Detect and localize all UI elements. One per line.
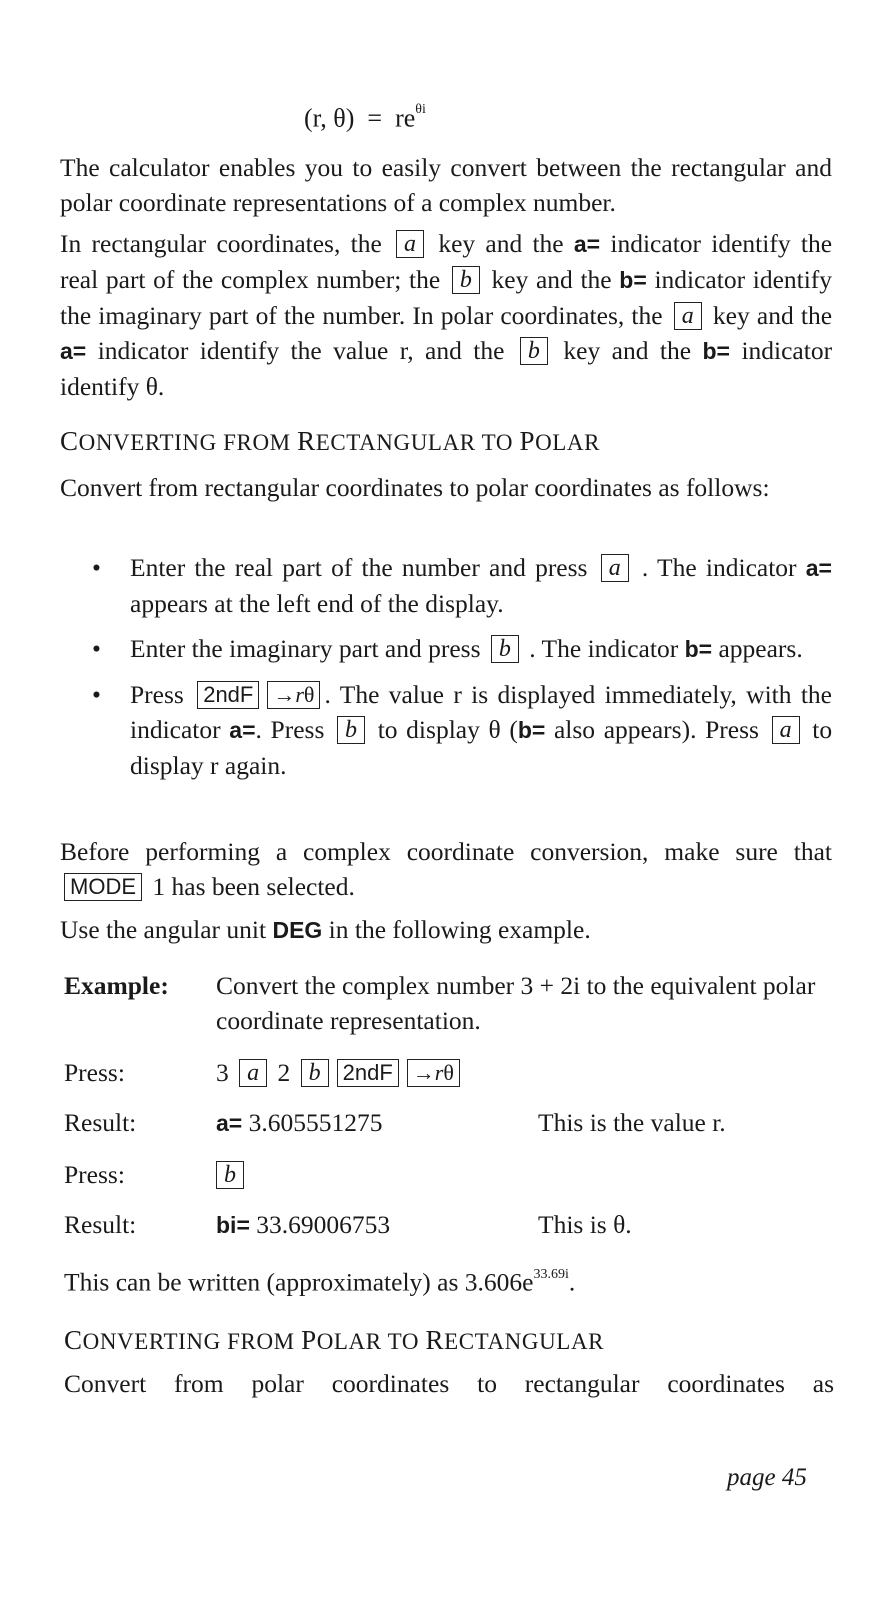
2ndf-key: 2ndF: [197, 681, 259, 709]
a-key: a: [772, 716, 800, 744]
text: key and the: [491, 265, 612, 294]
b-key: b: [520, 337, 548, 365]
b-indicator: b=: [517, 717, 546, 743]
a-indicator: a=: [573, 231, 601, 257]
formula-lhs: (r, θ): [304, 103, 355, 133]
text: Press: [130, 680, 184, 709]
key-theta: θ: [303, 682, 315, 707]
a-indicator: a=: [229, 717, 256, 743]
text: appears.: [718, 634, 803, 663]
heading-text: OLAR: [535, 430, 601, 455]
section2-intro: [64, 1366, 834, 1401]
approx-paragraph: [64, 1260, 836, 1300]
text: This can be written (approximately) as 3.606e: [64, 1267, 534, 1297]
heading-cap: C: [60, 426, 79, 456]
b-indicator: b=: [684, 636, 713, 662]
text: Convert from rectangular coordinates to polar coordinates as follows:: [60, 473, 770, 502]
press-sequence-2: [216, 1157, 248, 1192]
formula-base: re: [395, 103, 416, 133]
text: also appears). Press: [553, 715, 759, 744]
2ndf-key: 2ndF: [337, 1059, 399, 1087]
bullet-dot: •: [92, 680, 101, 709]
heading-cap: R: [425, 1325, 445, 1355]
deg-unit: DEG: [272, 917, 323, 943]
heading-cap: P: [519, 426, 536, 456]
a-key: a: [239, 1059, 267, 1087]
text: indicator identify θ.: [60, 336, 833, 401]
a-indicator: a=: [60, 338, 87, 364]
text: . Press: [255, 715, 325, 744]
text: key and the: [563, 336, 692, 365]
digit: 3: [216, 1058, 229, 1087]
text: . The indicator: [529, 634, 679, 663]
arrow-icon: →: [412, 1060, 435, 1085]
text: key and the: [712, 301, 833, 330]
digit: 2: [277, 1058, 291, 1087]
result-number: 3.605551275: [248, 1108, 383, 1137]
b-key: b: [452, 266, 480, 294]
result-label: Result:: [64, 1108, 137, 1137]
heading-text: ONVERTING FROM: [78, 430, 298, 455]
step-1: [88, 550, 832, 621]
to-polar-key: [407, 1059, 460, 1087]
result-note-2: This is θ.: [538, 1210, 632, 1239]
text: Convert from polar coordinates to rectangular coordinates as: [64, 1369, 834, 1398]
b-key: b: [337, 716, 365, 744]
arrow-icon: →: [273, 682, 296, 707]
text: to display r again.: [130, 715, 833, 780]
b-key: b: [216, 1161, 244, 1189]
steps-list: [88, 550, 832, 791]
text: in the following example.: [328, 915, 591, 944]
text: Before performing a complex coordinate conversion, make sure that: [60, 837, 832, 866]
a-key: a: [674, 302, 702, 330]
b-indicator: b=: [702, 338, 730, 364]
polar-formula: [304, 96, 426, 136]
example-text: Convert the complex number 3 + 2i to the equivalent polar coordinate representation.: [216, 971, 816, 1035]
result-indicator: a=: [216, 1110, 243, 1136]
before-paragraph: [60, 834, 832, 904]
press-sequence-1: [216, 1055, 464, 1090]
result-number: 33.69006753: [256, 1210, 391, 1239]
result-note-1: This is the value r.: [538, 1108, 726, 1137]
intro-paragraph-1: [60, 150, 832, 220]
key-theta: θ: [443, 1060, 454, 1085]
heading-text: OLAR TO: [316, 1329, 426, 1354]
result-value-2: [216, 1207, 390, 1243]
step-2: [88, 631, 832, 667]
bullet-dot: •: [92, 553, 101, 582]
intro-text-1: The calculator enables you to easily convert between the rectangular and polar coordinate representations of a complex number.: [60, 153, 832, 217]
exponent: 33.69i: [533, 1267, 569, 1282]
heading-cap: P: [301, 1325, 317, 1355]
b-key: b: [301, 1059, 329, 1087]
step-3: [88, 677, 832, 783]
to-polar-key: [267, 681, 320, 709]
text: 1 has been selected.: [152, 872, 355, 901]
text: indicator identify the real part of the complex number; the: [60, 229, 833, 294]
heading-cap: C: [64, 1325, 83, 1355]
press-label: Press:: [64, 1160, 125, 1189]
heading-text: ECTANGULAR: [444, 1329, 605, 1354]
unit-paragraph: [60, 912, 832, 948]
formula-equals: =: [367, 103, 383, 133]
text: to display θ (: [377, 715, 518, 744]
text: appears at the left end of the display.: [130, 589, 504, 618]
text: . The indicator: [641, 553, 797, 582]
key-r: r: [434, 1060, 444, 1085]
text: Enter the imaginary part and press: [130, 634, 481, 663]
key-r: r: [295, 682, 304, 707]
result-value-1: [216, 1105, 382, 1141]
text: key and the: [438, 229, 564, 258]
text: .: [568, 1267, 576, 1297]
formula-exponent: θi: [415, 102, 426, 117]
b-key: b: [491, 635, 519, 663]
text: indicator identify the imaginary part of the number. In polar coordinates, the: [60, 265, 833, 330]
section1-intro: [60, 470, 832, 505]
result-indicator: bi=: [216, 1212, 250, 1238]
text: Enter the real part of the number and press: [130, 553, 588, 582]
mode-key: MODE: [64, 873, 142, 901]
b-indicator: b=: [619, 267, 647, 293]
text: . The value r is displayed immediately, with the indicator: [130, 680, 832, 744]
example-label: Example:: [64, 971, 169, 1000]
a-key: a: [396, 230, 424, 258]
heading-text: ECTANGULAR TO: [315, 430, 520, 455]
a-key: a: [601, 554, 629, 582]
bullet-dot: •: [92, 634, 101, 663]
text: Use the angular unit: [60, 915, 267, 944]
heading-cap: R: [297, 426, 316, 456]
section-heading-rect-to-polar: [60, 424, 600, 460]
intro-paragraph-2: [60, 226, 832, 404]
page-number: page 45: [727, 1464, 807, 1491]
text: indicator identify the value r, and the: [97, 336, 505, 365]
a-indicator: a=: [805, 555, 832, 581]
heading-text: ONVERTING FROM: [82, 1329, 302, 1354]
section-heading-polar-to-rect: [64, 1323, 604, 1359]
press-label: Press:: [64, 1058, 125, 1087]
result-label: Result:: [64, 1210, 137, 1239]
text: In rectangular coordinates, the: [60, 229, 382, 258]
